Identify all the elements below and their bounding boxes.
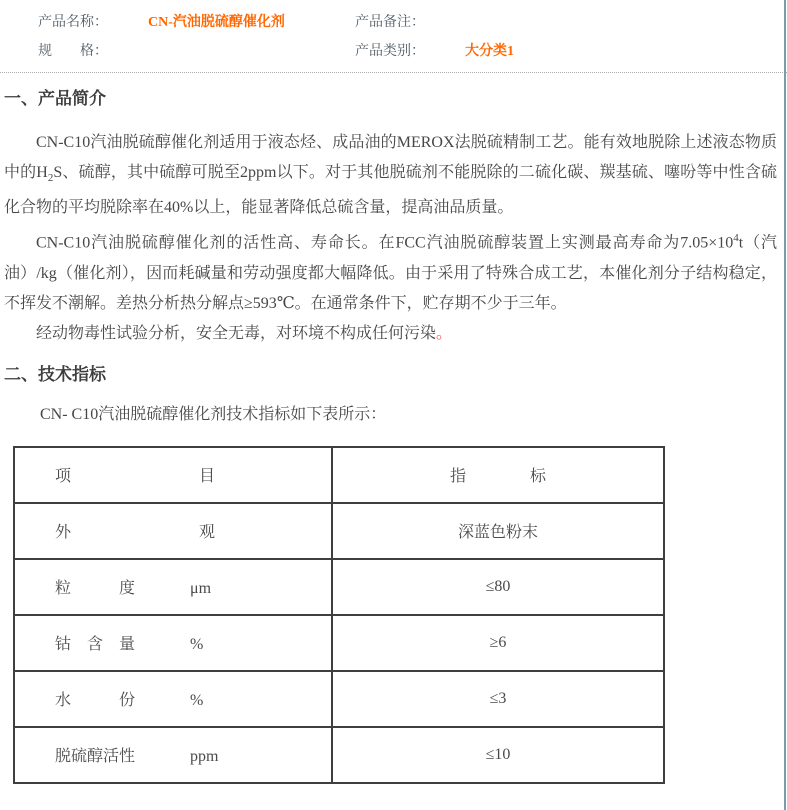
item-unit: % xyxy=(190,692,204,710)
spec-table xyxy=(13,446,665,784)
item-name: 水 份 xyxy=(55,692,136,710)
table-header-row xyxy=(14,447,664,503)
page-right-border xyxy=(784,0,786,810)
table-row xyxy=(14,559,664,615)
value-cell: 深蓝色粉末 xyxy=(332,503,664,559)
intro-paragraph-3 xyxy=(4,319,777,349)
intro-paragraph-1 xyxy=(4,128,777,223)
table-row xyxy=(14,615,664,671)
paragraph-text: t（汽油）/kg（催化剂），因而耗碱量和劳动强度都大幅降低。由于采用了特殊合成工艺，本催化剂分子结构稳定，不挥发不潮解。差热分析热分解点≥593℃。在通常条件下，贮存期不少于三年。 xyxy=(4,234,777,312)
product-name-value: CN-汽油脱硫醇催化剂 xyxy=(148,15,285,30)
table-row xyxy=(14,503,664,559)
spec-table-intro: CN- C10汽油脱硫醇催化剂技术指标如下表所示： xyxy=(40,405,387,423)
item-unit: % xyxy=(190,636,204,654)
paragraph-text: CN-C10汽油脱硫醇催化剂适用于液态烃、成品油的MEROX法脱硫精制工艺。能有效地脱除上述液态物质中的H xyxy=(4,134,777,181)
item-name: 脱硫醇活性 xyxy=(55,748,136,766)
header-item-label: 项 目 xyxy=(55,468,216,486)
field-product-spec xyxy=(38,41,355,62)
field-product-name xyxy=(38,12,355,33)
value-cell: ≤10 xyxy=(332,727,664,783)
header-divider xyxy=(0,72,787,73)
value-cell: ≤80 xyxy=(332,559,664,615)
product-remark-label: 产品备注： xyxy=(355,15,425,30)
paragraph-text: S、硫醇，其中硫醇可脱至2ppm以下。对于其他脱硫剂不能脱除的二硫化碳、羰基硫、噻吩等中性含硫化合物的平均脱除率在40%以上，能显著降低总硫含量，提高油品质量。 xyxy=(4,164,777,217)
item-cell xyxy=(14,503,332,559)
item-cell xyxy=(14,727,332,783)
item-unit: ppm xyxy=(190,748,219,766)
header-cell-value: 指 标 xyxy=(332,447,664,503)
chemical-subscript: 2 xyxy=(47,172,54,185)
value-cell: ≥6 xyxy=(332,615,664,671)
item-name: 粒 度 xyxy=(55,580,136,598)
field-product-remark xyxy=(355,12,787,33)
item-name: 钴 含 量 xyxy=(55,636,136,654)
intro-paragraphs xyxy=(4,128,777,349)
document-body xyxy=(0,88,787,430)
item-unit: μm xyxy=(190,580,212,598)
product-info-header xyxy=(0,0,787,62)
item-cell xyxy=(14,615,332,671)
intro-paragraph-2 xyxy=(4,223,777,318)
product-category-label: 产品类别： xyxy=(355,44,425,59)
section-heading-specs: 二、技术指标 xyxy=(4,364,106,384)
paragraph-text: CN-C10汽油脱硫醇催化剂的活性高、寿命长。在FCC汽油脱硫醇装置上实测最高寿命为7.05×10 xyxy=(36,234,734,252)
item-cell xyxy=(14,559,332,615)
section-heading-intro: 一、产品简介 xyxy=(4,89,106,108)
item-name: 外 观 xyxy=(55,524,216,542)
product-name-label: 产品名称： xyxy=(38,15,108,30)
item-cell xyxy=(14,671,332,727)
table-row xyxy=(14,727,664,783)
paragraph-text: 经动物毒性试验分析，安全无毒，对环境不构成任何污染 xyxy=(36,324,437,342)
table-row xyxy=(14,671,664,727)
header-cell-item xyxy=(14,447,332,503)
value-cell: ≤3 xyxy=(332,671,664,727)
highlighted-period: 。 xyxy=(436,324,453,342)
field-product-category xyxy=(355,41,787,62)
product-spec-label: 规 格： xyxy=(38,44,108,59)
power-superscript: 4 xyxy=(733,232,739,245)
product-category-value: 大分类1 xyxy=(465,44,514,59)
